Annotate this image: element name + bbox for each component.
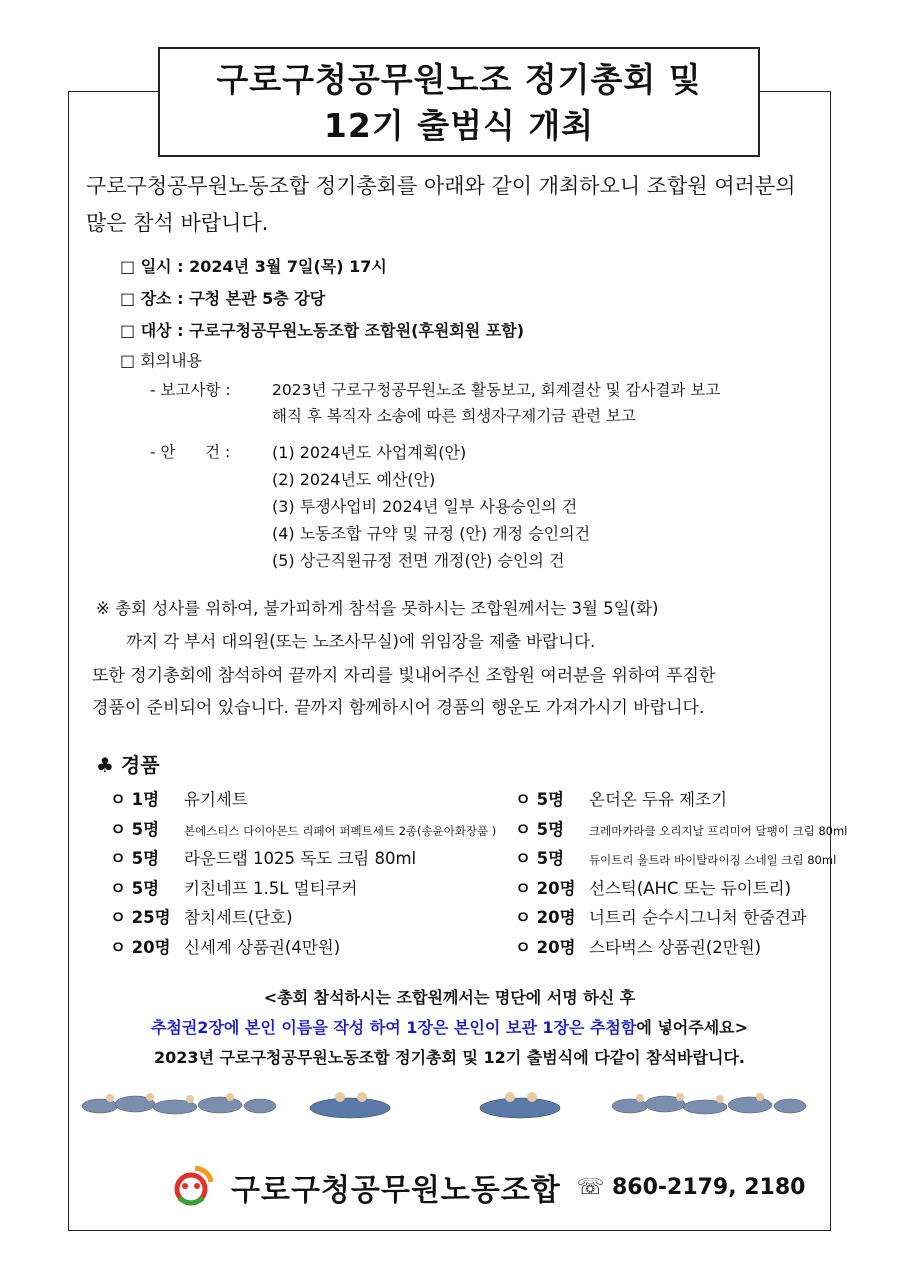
gift-item bbox=[515, 816, 847, 840]
intro-line-1: 구로구청공무원노동조합 정기총회를 아래와 같이 개최하오니 조합원 여러분의 bbox=[86, 174, 796, 198]
info-meeting: □ 회의내용 bbox=[120, 351, 203, 370]
report-line-2: 해직 후 복직자 소송에 따른 희생자구제기금 관련 보고 bbox=[272, 407, 636, 425]
footer-line-3: 2023년 구로구청공무원노동조합 정기총회 및 12기 출범식에 다같이 참석바랍니다. bbox=[153, 1048, 745, 1067]
organization-name: 구로구청공무원노동조합 bbox=[231, 1173, 561, 1208]
gift-count: ㅇ 5명 bbox=[110, 878, 160, 898]
gift-count: ㅇ 5명 bbox=[110, 819, 160, 839]
closing-line-1: 또한 정기총회에 참석하여 끝까지 자리를 빛내어주신 조합원 여러분을 위하여 푸짐한 bbox=[92, 666, 716, 686]
agenda-item-4: (4) 노동조합 규약 및 규정 (안) 개정 승인의건 bbox=[272, 524, 591, 543]
gift-count: ㅇ 1명 bbox=[110, 790, 160, 809]
agenda-item-5: (5) 상근직원규정 전면 개정(안) 승인의 건 bbox=[272, 551, 565, 570]
footer-blue-text: 추첨권2장에 본인 이름을 작성 하여 1장은 본인이 보관 1장은 추첨함 bbox=[150, 1018, 637, 1037]
intro-line-2: 많은 참석 바랍니다. bbox=[86, 211, 269, 235]
footer-line-1: <총회 참석하시는 조합원께서는 명단에 서명 하신 후 bbox=[263, 988, 636, 1007]
gift-item bbox=[515, 875, 791, 899]
closing-text bbox=[92, 660, 812, 724]
gifts-heading: ♣ 경품 bbox=[96, 753, 160, 777]
closing-line-2: 경품이 준비되어 있습니다. 끝까지 함께하시어 경품의 행운도 가져가시기 바랍니다. bbox=[92, 698, 705, 718]
title-line-1: 구로구청공무원노조 정기총회 및 bbox=[216, 60, 702, 99]
gift-item bbox=[110, 934, 340, 958]
gift-item bbox=[110, 845, 416, 869]
organization-phone: ☏ 860-2179, 2180 bbox=[576, 1174, 806, 1200]
agenda-label: - 안 건 : bbox=[150, 443, 231, 461]
gift-name: 크레마카라클 오리지날 프리미어 달팽이 크림 80ml bbox=[589, 823, 848, 838]
gift-count: ㅇ 20명 bbox=[110, 937, 171, 957]
gift-count: ㅇ 5명 bbox=[515, 790, 565, 809]
gift-item bbox=[110, 816, 496, 840]
gift-item bbox=[515, 934, 761, 958]
gift-item bbox=[515, 786, 727, 810]
crowd-left-illustration bbox=[80, 1088, 280, 1124]
footer-rest-text: 에 넣어주세요> bbox=[636, 1018, 749, 1037]
footer-line-2 bbox=[68, 1015, 831, 1038]
gift-count: ㅇ 5명 bbox=[515, 819, 565, 839]
gift-name: 선스틱(AHC 또는 듀이트리) bbox=[589, 878, 792, 898]
gift-count: ㅇ 20명 bbox=[515, 937, 576, 957]
title-box bbox=[158, 47, 760, 157]
gift-name: 본에스티스 다이아몬드 리페어 퍼펙트세트 2종(송윤아화장품 ) bbox=[184, 823, 497, 838]
report-line-1: 2023년 구로구청공무원노조 활동보고, 회계결산 및 감사결과 보고 bbox=[272, 381, 721, 399]
gift-name: 키친네프 1.5L 멀티쿠커 bbox=[184, 878, 358, 898]
gift-count: ㅇ 25명 bbox=[110, 908, 171, 927]
gift-item bbox=[110, 786, 248, 810]
gift-name: 듀이트리 울트라 바이탈라이징 스네일 크림 80ml bbox=[589, 853, 837, 867]
gift-name: 신세계 상품권(4만원) bbox=[184, 937, 341, 957]
info-target: □ 대상 : 구로구청공무원노동조합 조합원(후원회원 포함) bbox=[120, 321, 525, 340]
info-datetime: □ 일시 : 2024년 3월 7일(목) 17시 bbox=[120, 257, 387, 276]
gift-name: 온더온 두유 제조기 bbox=[589, 790, 728, 809]
runners-illustration-1 bbox=[300, 1088, 400, 1124]
gift-name: 너트리 순수시그니처 한줌견과 bbox=[589, 908, 807, 927]
organization-footer bbox=[165, 1164, 805, 1210]
gift-count: ㅇ 5명 bbox=[110, 849, 160, 868]
gift-item bbox=[110, 875, 357, 899]
gift-count: ㅇ 20명 bbox=[515, 878, 576, 898]
gift-item bbox=[515, 904, 807, 928]
gift-name: 유기세트 bbox=[184, 790, 248, 809]
gift-name: 스타벅스 상품권(2만원) bbox=[589, 937, 762, 957]
gift-item bbox=[110, 904, 293, 928]
crowd-right-illustration bbox=[610, 1088, 810, 1124]
intro-text bbox=[86, 168, 821, 242]
info-place: □ 장소 : 구청 본관 5층 강당 bbox=[120, 289, 326, 308]
proxy-note-line-1: ※ 총회 성사를 위하여, 불가피하게 참석을 못하시는 조합원께서는 3월 5일(화) bbox=[96, 599, 659, 618]
gift-item bbox=[515, 845, 836, 869]
title-line-2: 12기 출범식 개최 bbox=[323, 106, 595, 145]
report-label: - 보고사항 : bbox=[150, 381, 231, 399]
runners-illustration-2 bbox=[470, 1088, 570, 1124]
gift-count: ㅇ 5명 bbox=[515, 849, 565, 868]
union-logo-icon bbox=[165, 1164, 217, 1210]
gift-count: ㅇ 20명 bbox=[515, 908, 576, 927]
proxy-note-line-2: 까지 각 부서 대의원(또는 노조사무실)에 위임장을 제출 바랍니다. bbox=[126, 632, 596, 651]
agenda-item-1: (1) 2024년도 사업계획(안) bbox=[272, 443, 467, 462]
agenda-item-3: (3) 투쟁사업비 2024년 일부 사용승인의 건 bbox=[272, 497, 578, 516]
gift-name: 참치세트(단호) bbox=[184, 908, 293, 927]
agenda-item-2: (2) 2024년도 예산(안) bbox=[272, 470, 436, 489]
gift-name: 라운드랩 1025 독도 크림 80ml bbox=[184, 849, 417, 868]
proxy-note bbox=[96, 592, 816, 658]
